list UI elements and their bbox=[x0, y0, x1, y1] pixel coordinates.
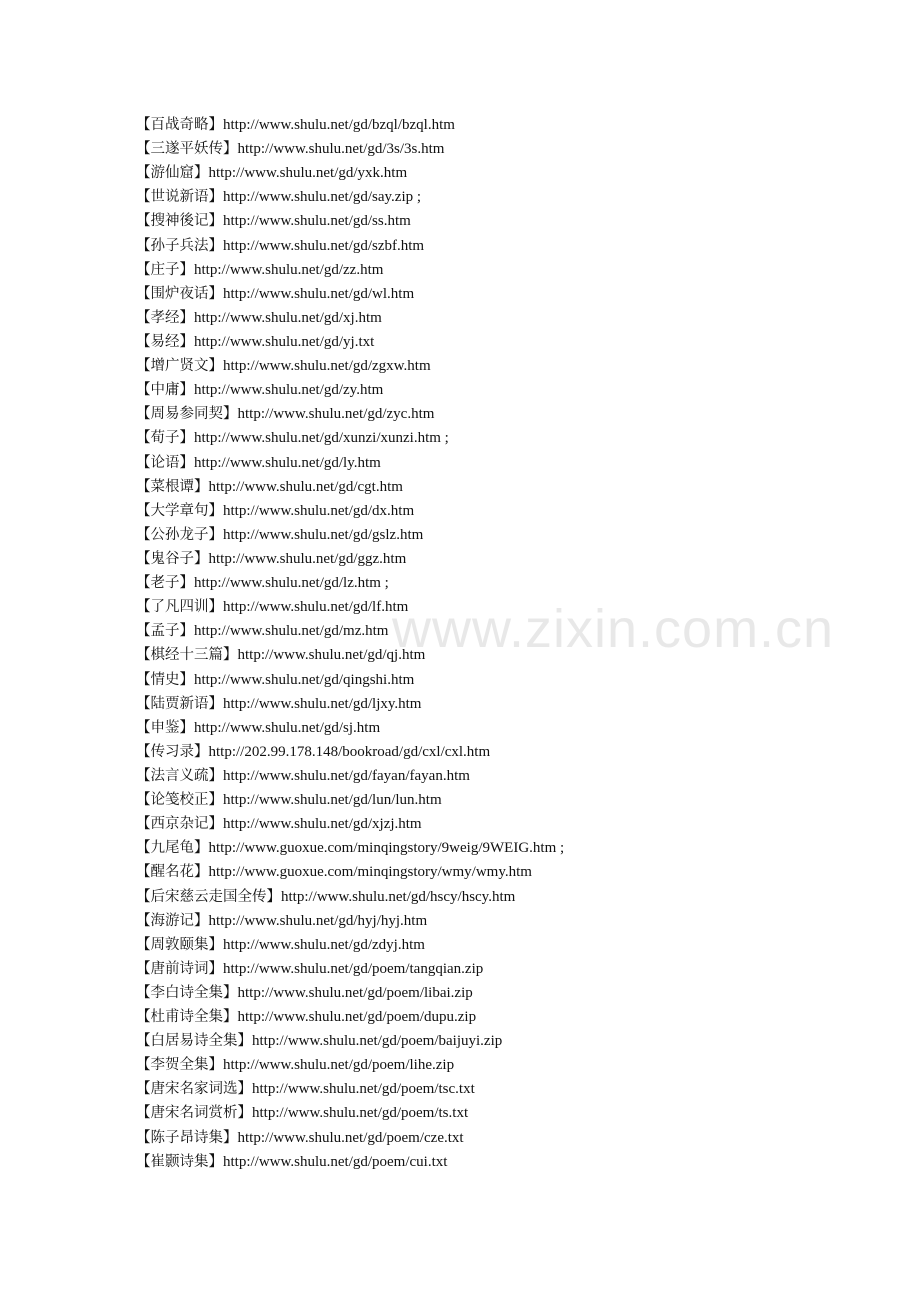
list-item bbox=[136, 836, 836, 860]
book-title: 【唐前诗词】 bbox=[136, 960, 223, 977]
book-url: http://www.shulu.net/gd/lun/lun.htm bbox=[223, 792, 442, 809]
book-title: 【孝经】 bbox=[136, 309, 194, 326]
book-url: http://www.shulu.net/gd/poem/dupu.zip bbox=[237, 1009, 477, 1026]
list-item bbox=[136, 209, 836, 233]
book-url: http://www.shulu.net/gd/sj.htm bbox=[194, 719, 381, 736]
book-title: 【荀子】 bbox=[136, 430, 194, 447]
book-title: 【周易参同契】 bbox=[136, 406, 238, 423]
book-title: 【论笺校正】 bbox=[136, 792, 223, 809]
book-url: http://www.shulu.net/gd/ljxy.htm bbox=[223, 695, 422, 712]
book-title: 【醒名花】 bbox=[136, 864, 209, 881]
list-item bbox=[136, 668, 836, 692]
book-url: http://www.guoxue.com/minqingstory/9weig/9WEIG.htm ; bbox=[208, 840, 565, 857]
list-item bbox=[136, 812, 836, 836]
book-title: 【搜神後记】 bbox=[136, 213, 223, 230]
list-item bbox=[136, 716, 836, 740]
book-title: 【唐宋名家词选】 bbox=[136, 1081, 252, 1098]
book-title: 【后宋慈云走国全传】 bbox=[136, 888, 281, 905]
list-item bbox=[136, 426, 836, 450]
book-title: 【李白诗全集】 bbox=[136, 984, 238, 1001]
book-title: 【孙子兵法】 bbox=[136, 237, 223, 254]
book-url: http://www.shulu.net/gd/ly.htm bbox=[194, 454, 381, 471]
book-title: 【三遂平妖传】 bbox=[136, 141, 238, 158]
book-url: http://www.shulu.net/gd/zy.htm bbox=[194, 382, 384, 399]
book-url: http://www.shulu.net/gd/zdyj.htm bbox=[223, 936, 425, 953]
list-item bbox=[136, 451, 836, 475]
book-url: http://www.shulu.net/gd/qj.htm bbox=[237, 647, 426, 664]
book-url: http://www.shulu.net/gd/xj.htm bbox=[194, 309, 382, 326]
book-title: 【了凡四训】 bbox=[136, 599, 223, 616]
book-url: http://www.shulu.net/gd/szbf.htm bbox=[223, 237, 425, 254]
book-url: http://www.shulu.net/gd/mz.htm bbox=[194, 623, 389, 640]
book-title: 【唐宋名词赏析】 bbox=[136, 1105, 252, 1122]
book-title: 【老子】 bbox=[136, 575, 194, 592]
book-title: 【李贺全集】 bbox=[136, 1057, 223, 1074]
book-title: 【论语】 bbox=[136, 454, 194, 471]
book-title: 【陆贾新语】 bbox=[136, 695, 223, 712]
list-item bbox=[136, 957, 836, 981]
book-title: 【孟子】 bbox=[136, 623, 194, 640]
book-title: 【申鉴】 bbox=[136, 719, 194, 736]
list-item bbox=[136, 981, 836, 1005]
book-url: http://www.shulu.net/gd/xunzi/xunzi.htm ; bbox=[194, 430, 449, 447]
book-title: 【杜甫诗全集】 bbox=[136, 1009, 238, 1026]
book-url: http://www.shulu.net/gd/ss.htm bbox=[223, 213, 411, 230]
book-title: 【传习录】 bbox=[136, 743, 209, 760]
list-item bbox=[136, 137, 836, 161]
book-title: 【菜根谭】 bbox=[136, 478, 209, 495]
list-item bbox=[136, 1126, 836, 1150]
book-url: http://www.shulu.net/gd/poem/tangqian.zip bbox=[223, 960, 484, 977]
book-url: http://www.shulu.net/gd/poem/libai.zip bbox=[237, 984, 473, 1001]
book-url: http://www.shulu.net/gd/cgt.htm bbox=[208, 478, 403, 495]
list-item bbox=[136, 499, 836, 523]
book-title: 【围炉夜话】 bbox=[136, 285, 223, 302]
book-title: 【公孙龙子】 bbox=[136, 526, 223, 543]
list-item bbox=[136, 740, 836, 764]
list-item bbox=[136, 306, 836, 330]
book-url: http://www.shulu.net/gd/lf.htm bbox=[223, 599, 409, 616]
list-item bbox=[136, 234, 836, 258]
book-url: http://www.shulu.net/gd/lz.htm ; bbox=[194, 575, 389, 592]
book-url: http://www.shulu.net/gd/gslz.htm bbox=[223, 526, 424, 543]
book-url: http://www.shulu.net/gd/say.zip ; bbox=[223, 189, 422, 206]
book-url: http://www.shulu.net/gd/zyc.htm bbox=[237, 406, 435, 423]
book-title: 【大学章句】 bbox=[136, 502, 223, 519]
list-item bbox=[136, 595, 836, 619]
book-url: http://www.shulu.net/gd/xjzj.htm bbox=[223, 816, 422, 833]
book-title: 【白居易诗全集】 bbox=[136, 1033, 252, 1050]
book-url: http://www.shulu.net/gd/poem/ts.txt bbox=[252, 1105, 469, 1122]
book-url: http://www.shulu.net/gd/3s/3s.htm bbox=[237, 141, 445, 158]
list-item bbox=[136, 571, 836, 595]
book-title: 【西京杂记】 bbox=[136, 816, 223, 833]
list-item bbox=[136, 113, 836, 137]
list-item bbox=[136, 909, 836, 933]
list-item bbox=[136, 860, 836, 884]
book-title: 【世说新语】 bbox=[136, 189, 223, 206]
list-item bbox=[136, 1029, 836, 1053]
list-item bbox=[136, 788, 836, 812]
list-item bbox=[136, 1053, 836, 1077]
book-url: http://www.shulu.net/gd/zgxw.htm bbox=[223, 358, 431, 375]
book-title: 【崔颢诗集】 bbox=[136, 1153, 223, 1170]
list-item bbox=[136, 933, 836, 957]
list-item bbox=[136, 185, 836, 209]
book-title: 【棋经十三篇】 bbox=[136, 647, 238, 664]
book-url: http://www.shulu.net/gd/yj.txt bbox=[194, 333, 375, 350]
list-item bbox=[136, 402, 836, 426]
book-url: http://www.shulu.net/gd/hscy/hscy.htm bbox=[281, 888, 516, 905]
book-title: 【游仙窟】 bbox=[136, 165, 209, 182]
book-title: 【法言义疏】 bbox=[136, 767, 223, 784]
list-item bbox=[136, 1101, 836, 1125]
book-url: http://www.guoxue.com/minqingstory/wmy/wmy.htm bbox=[208, 864, 532, 881]
list-item bbox=[136, 330, 836, 354]
book-url: http://www.shulu.net/gd/zz.htm bbox=[194, 261, 384, 278]
list-item bbox=[136, 523, 836, 547]
book-url: http://www.shulu.net/gd/poem/tsc.txt bbox=[252, 1081, 475, 1098]
book-url: http://www.shulu.net/gd/yxk.htm bbox=[208, 165, 408, 182]
book-url: http://www.shulu.net/gd/wl.htm bbox=[223, 285, 415, 302]
book-url: http://www.shulu.net/gd/bzql/bzql.htm bbox=[223, 117, 455, 133]
list-item bbox=[136, 692, 836, 716]
book-link-list bbox=[136, 113, 836, 1174]
list-item bbox=[136, 547, 836, 571]
book-url: http://www.shulu.net/gd/poem/cui.txt bbox=[223, 1153, 448, 1170]
list-item bbox=[136, 1150, 836, 1174]
book-url: http://www.shulu.net/gd/dx.htm bbox=[223, 502, 415, 519]
book-url: http://www.shulu.net/gd/poem/baijuyi.zip bbox=[252, 1033, 503, 1050]
book-url: http://www.shulu.net/gd/qingshi.htm bbox=[194, 671, 415, 688]
book-url: http://www.shulu.net/gd/hyj/hyj.htm bbox=[208, 912, 428, 929]
list-item bbox=[136, 885, 836, 909]
list-item bbox=[136, 378, 836, 402]
book-url: http://www.shulu.net/gd/fayan/fayan.htm bbox=[223, 767, 470, 784]
book-title: 【百战奇略】 bbox=[136, 117, 223, 133]
book-url: http://www.shulu.net/gd/poem/cze.txt bbox=[237, 1129, 464, 1146]
book-title: 【周敦颐集】 bbox=[136, 936, 223, 953]
book-title: 【陈子昂诗集】 bbox=[136, 1129, 238, 1146]
book-url: http://www.shulu.net/gd/ggz.htm bbox=[208, 550, 407, 567]
list-item bbox=[136, 643, 836, 667]
list-item bbox=[136, 619, 836, 643]
watermark: www.zixin.com.cn bbox=[392, 599, 835, 659]
list-item bbox=[136, 764, 836, 788]
list-item bbox=[136, 1077, 836, 1101]
book-title: 【中庸】 bbox=[136, 382, 194, 399]
book-title: 【增广贤文】 bbox=[136, 358, 223, 375]
book-url: http://www.shulu.net/gd/poem/lihe.zip bbox=[223, 1057, 455, 1074]
list-item bbox=[136, 1005, 836, 1029]
list-item bbox=[136, 258, 836, 282]
list-item bbox=[136, 475, 836, 499]
list-item bbox=[136, 282, 836, 306]
list-item bbox=[136, 354, 836, 378]
book-title: 【海游记】 bbox=[136, 912, 209, 929]
list-item bbox=[136, 161, 836, 185]
book-title: 【鬼谷子】 bbox=[136, 550, 209, 567]
book-title: 【九尾龟】 bbox=[136, 840, 209, 857]
book-title: 【庄子】 bbox=[136, 261, 194, 278]
book-title: 【易经】 bbox=[136, 333, 194, 350]
book-title: 【情史】 bbox=[136, 671, 194, 688]
book-url: http://202.99.178.148/bookroad/gd/cxl/cxl.htm bbox=[208, 743, 491, 760]
